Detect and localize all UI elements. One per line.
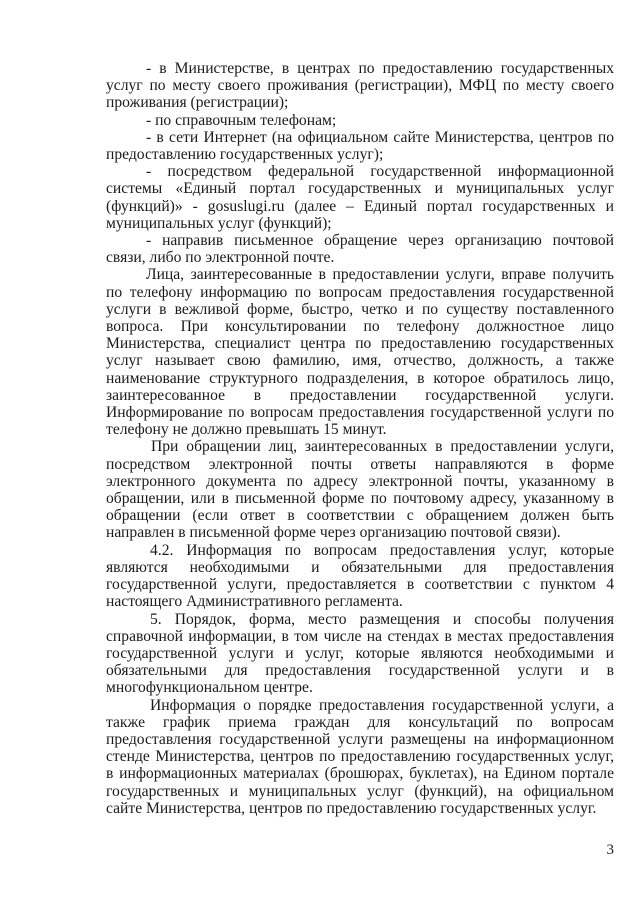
paragraph-section-4-2: 4.2. Информация по вопросам предоставления услуг, которые являются необходимыми и обязательными для предоставления государственной услуги, предоставляется в соответствии с пунктом 4 настоящего Административного регламента. — [106, 541, 614, 611]
document-body — [106, 60, 614, 817]
paragraph-section-5: 5. Порядок, форма, место размещения и способы получения справочной информации, в том числе на стендах в местах предоставления государственной услуги и услуг, которые являются необходимыми и обязательными для предоставления государственной услуги и в многофункциональном центре. — [106, 610, 614, 697]
paragraph-contact-phone: - по справочным телефонам; — [146, 111, 337, 129]
paragraph-email-answers: При обращении лиц, заинтересованных в предоставлении услуги, посредством электронной почты ответы направляются в форме электронного документа по адресу электронной почты, указанному в обращении, или в письменной форме по почтовому адресу, указанному в обращении (если ответ в соответствии с обращением должен быть направлен в письменной форме через организацию почтовой связи). — [106, 438, 614, 542]
paragraph-contact-mail: - направив письменное обращение через организацию почтовой связи, либо по электронной почте. — [106, 232, 614, 267]
paragraph-contact-ministry: - в Министерстве, в центрах по предоставлению государственных услуг по месту своего проживания (регистрации), МФЦ по месту своего проживания (регистрации); — [106, 60, 614, 112]
page-number: 3 — [606, 842, 614, 858]
paragraph-phone-info: Лица, заинтересованные в предоставлении услуги, вправе получить по телефону информацию по вопросам предоставления государственной услуги в вежливой форме, быстро, четко и по существу поставленного вопроса. При консультировании по телефону должностное лицо Министерства, специалист центра по предоставлению государственных услуг называет свою фамилию, имя, отчество, должность, а также наименование структурного подразделения, в которое обратилось лицо, заинтересованное в предоставлении государственной услуги. Информирование по вопросам предоставления государственной услуги по телефону не должно превышать 15 минут. — [106, 266, 614, 439]
paragraph-schedule-info: Информация о порядке предоставления государственной услуги, а также график приема граждан для консультаций по вопросам предоставления государственной услуги размещены на информационном стенде Министерства, центров по предоставлению государственных услуг, в информационных материалах (брошюрах, буклетах), на Едином портале государственных и муниципальных услуг (функций), на официальном сайте Министерства, центров по предоставлению государственных услуг. — [106, 696, 614, 817]
paragraph-contact-internet: - в сети Интернет (на официальном сайте Министерства, центров по предоставлению государственных услуг); — [106, 128, 614, 164]
paragraph-contact-portal: - посредством федеральной государственной информационной системы «Единый портал государственных и муниципальных услуг (функций)» - gosuslugi.ru (далее – Единый портал государственных и муниципальных услуг (функций); — [106, 163, 614, 232]
